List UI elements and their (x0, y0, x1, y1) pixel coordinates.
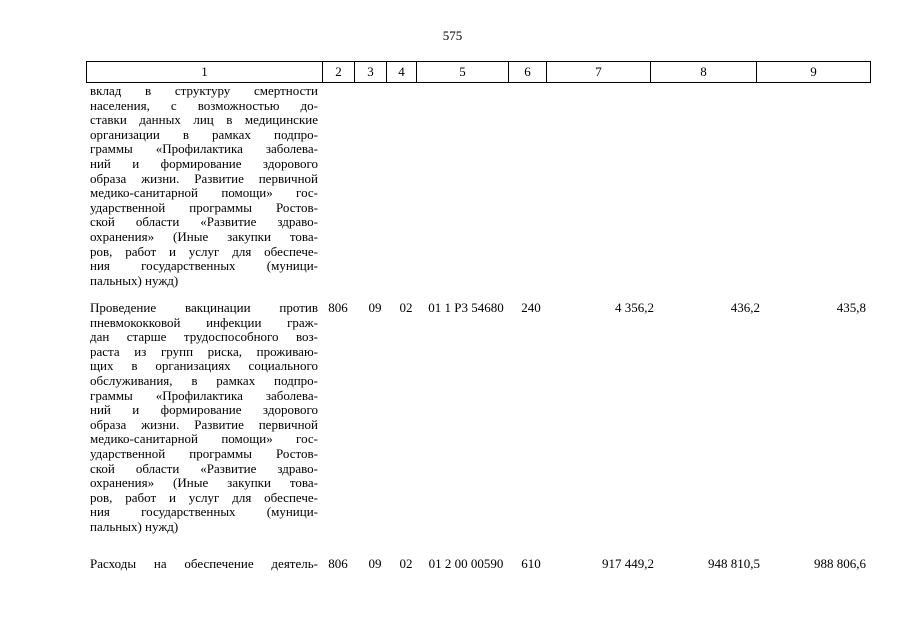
description-line: ния государственных (муници- (90, 259, 318, 274)
description-line: Расходы на обеспечение деятель- (90, 557, 318, 571)
amount-col-7: 917 449,2 (602, 556, 654, 571)
description-line: ров, работ и услуг для обеспече- (90, 490, 318, 505)
column-header: 2 (323, 62, 355, 83)
description-line: пневмококковой инфекции граж- (90, 315, 318, 330)
description-line: ской области «Развитие здраво- (90, 461, 318, 476)
column-header: 3 (355, 62, 387, 83)
description-line: охранения» (Иные закупки това- (90, 229, 318, 244)
column-header-row (87, 62, 871, 83)
column-header-table (86, 61, 871, 83)
row-description (90, 301, 318, 535)
section-code: 09 (368, 300, 382, 315)
target-item-code: 01 1 P3 54680 (428, 300, 504, 315)
description-line: граммы «Профилактика заболева- (90, 142, 318, 157)
description-line: охранения» (Иные закупки това- (90, 476, 318, 491)
description-line: вклад в структуру смертности (90, 84, 318, 98)
description-line: дан старше трудоспособного воз- (90, 330, 318, 345)
section-code: 09 (368, 556, 382, 571)
expense-type-code: 240 (521, 300, 541, 315)
description-line: ской области «Развитие здраво- (90, 215, 318, 230)
amount-col-8: 948 810,5 (708, 556, 760, 571)
ministry-code: 806 (328, 556, 348, 571)
description-line: пальных) нужд) (90, 273, 179, 288)
column-header: 5 (417, 62, 509, 83)
column-header: 4 (387, 62, 417, 83)
description-line: обслуживания, в рамках подпро- (90, 373, 318, 388)
amount-col-9: 988 806,6 (814, 556, 866, 571)
description-line: ний и формирование здорового (90, 403, 318, 418)
description-line: образа жизни. Развитие первичной (90, 417, 318, 432)
description-line: ставки данных лиц в медицинские (90, 113, 318, 128)
row-description (90, 84, 318, 288)
amount-col-9: 435,8 (836, 300, 866, 315)
description-line: образа жизни. Развитие первичной (90, 171, 318, 186)
description-line: населения, с возможностью до- (90, 98, 318, 113)
description-line: раста из групп риска, проживаю- (90, 344, 318, 359)
ministry-code: 806 (328, 300, 348, 315)
amount-col-7: 4 356,2 (615, 300, 654, 315)
subsection-code: 02 (399, 300, 413, 315)
column-header: 8 (651, 62, 757, 83)
description-line: ров, работ и услуг для обеспече- (90, 244, 318, 259)
column-header: 1 (87, 62, 323, 83)
column-header: 9 (757, 62, 871, 83)
subsection-code: 02 (399, 556, 413, 571)
description-line: ний и формирование здорового (90, 156, 318, 171)
description-line: медико-санитарной помощи» гос- (90, 432, 318, 447)
description-line: ния государственных (муници- (90, 505, 318, 520)
column-header: 7 (547, 62, 651, 83)
description-line: ударственной программы Ростов- (90, 446, 318, 461)
amount-col-8: 436,2 (730, 300, 760, 315)
description-line: пальных) нужд) (90, 519, 179, 534)
target-item-code: 01 2 00 00590 (428, 556, 504, 571)
description-line: медико-санитарной помощи» гос- (90, 186, 318, 201)
description-line: ударственной программы Ростов- (90, 200, 318, 215)
description-line: щих в организациях социального (90, 359, 318, 374)
description-line: Проведение вакцинации против (90, 301, 318, 315)
expense-type-code: 610 (521, 556, 541, 571)
description-line: граммы «Профилактика заболева- (90, 388, 318, 403)
page-number: 575 (442, 28, 463, 43)
row-description (90, 557, 318, 572)
column-header: 6 (509, 62, 547, 83)
description-line: организации в рамках подпро- (90, 127, 318, 142)
